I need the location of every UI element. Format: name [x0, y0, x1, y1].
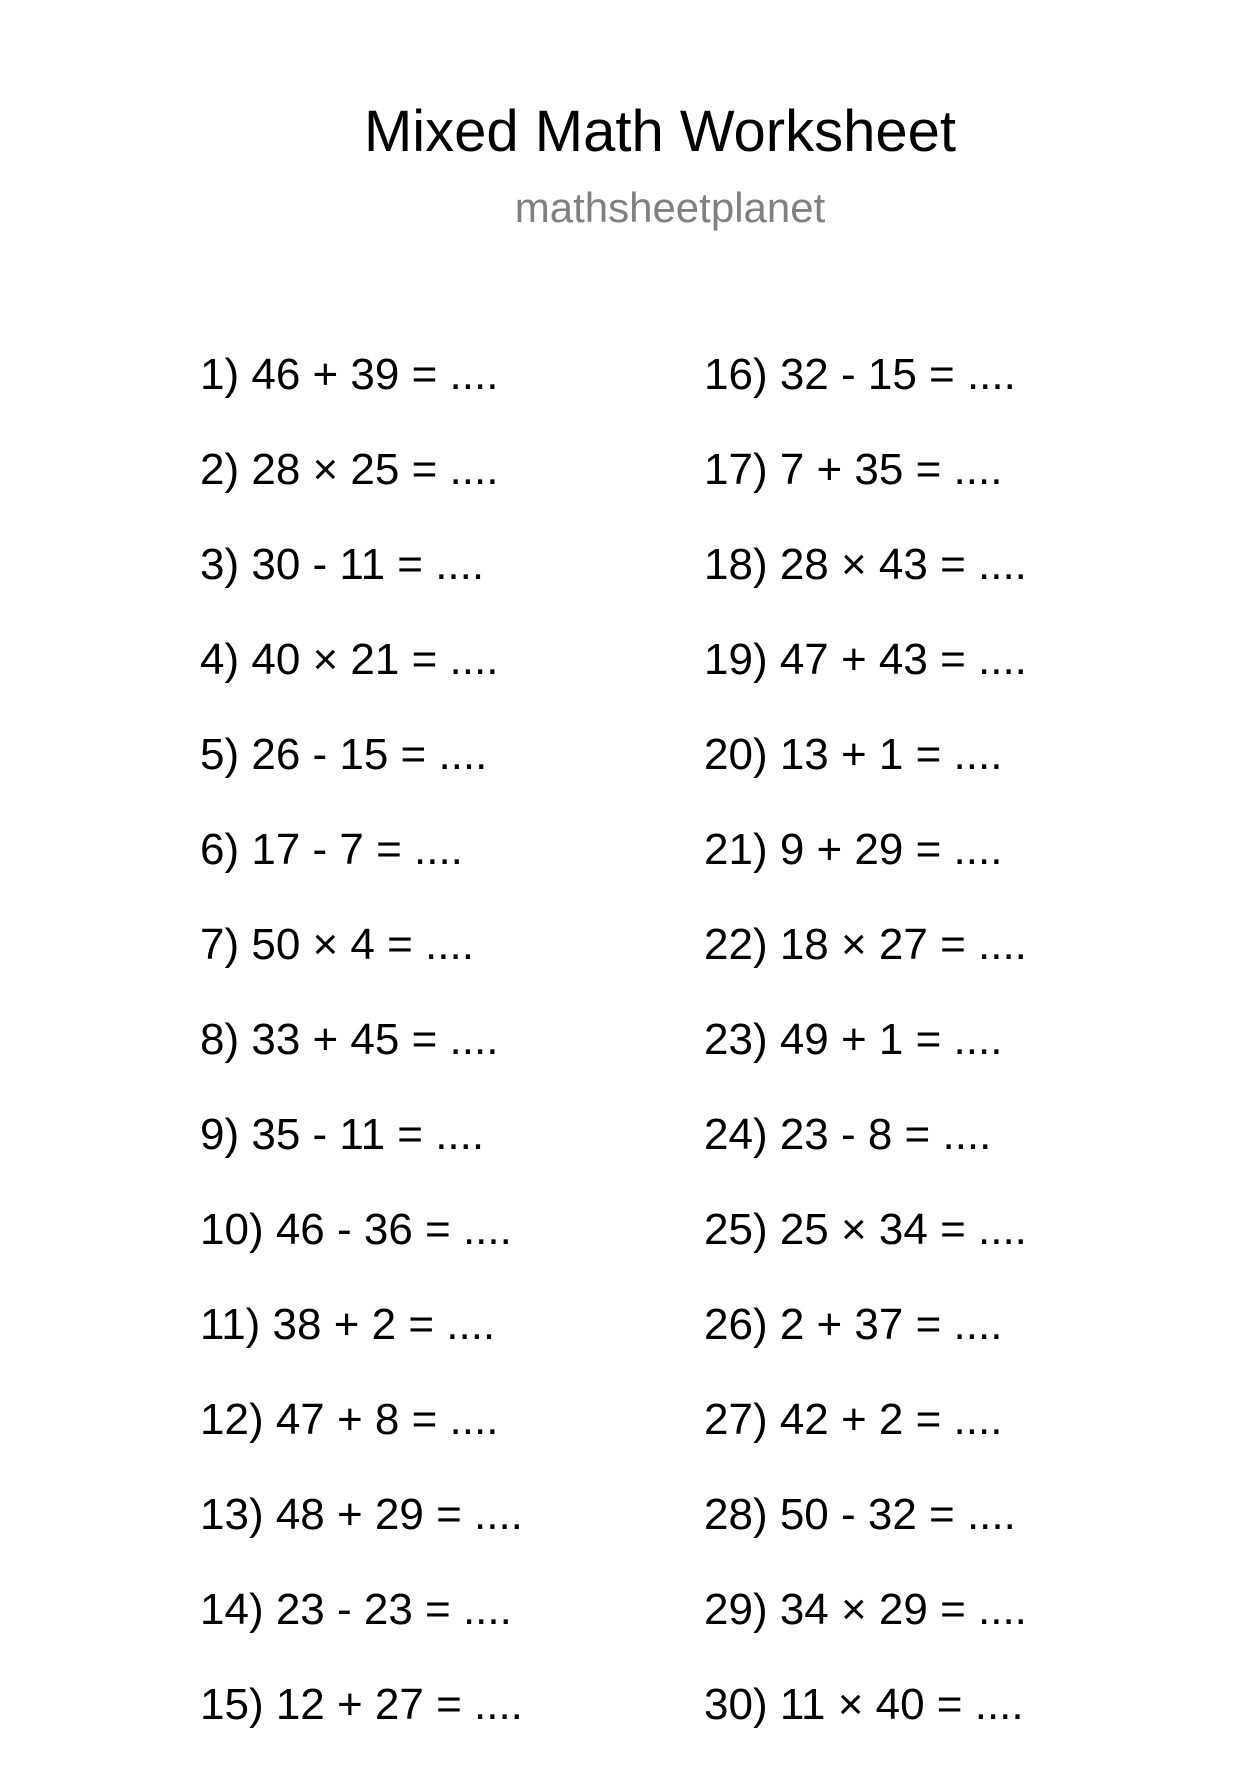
problem-14: 14) 23 - 23 = ....	[200, 1585, 512, 1634]
problem-25: 25) 25 × 34 = ....	[704, 1205, 1027, 1254]
problem-26: 26) 2 + 37 = ....	[704, 1300, 1003, 1349]
problem-24: 24) 23 - 8 = ....	[704, 1110, 992, 1159]
page-title: Mixed Math Worksheet	[363, 99, 957, 164]
problem-18: 18) 28 × 43 = ....	[704, 540, 1027, 589]
problem-6: 6) 17 - 7 = ....	[200, 825, 463, 874]
problem-7: 7) 50 × 4 = ....	[200, 920, 474, 969]
problem-23: 23) 49 + 1 = ....	[704, 1015, 1003, 1064]
problem-20: 20) 13 + 1 = ....	[704, 730, 1003, 779]
problem-17: 17) 7 + 35 = ....	[704, 445, 1003, 494]
page-subtitle: mathsheetplanet	[514, 184, 826, 231]
problem-13: 13) 48 + 29 = ....	[200, 1490, 523, 1539]
problem-2: 2) 28 × 25 = ....	[200, 445, 499, 494]
problem-15: 15) 12 + 27 = ....	[200, 1680, 523, 1729]
problem-10: 10) 46 - 36 = ....	[200, 1205, 512, 1254]
problem-21: 21) 9 + 29 = ....	[704, 825, 1003, 874]
problem-11: 11) 38 + 2 = ....	[200, 1300, 496, 1349]
problem-22: 22) 18 × 27 = ....	[704, 920, 1027, 969]
problem-4: 4) 40 × 21 = ....	[200, 635, 499, 684]
problem-column-left	[200, 347, 523, 1772]
problem-3: 3) 30 - 11 = ....	[200, 540, 485, 589]
problem-30: 30) 11 × 40 = ....	[704, 1680, 1024, 1729]
problem-column-right	[704, 347, 1027, 1772]
problem-1: 1) 46 + 39 = ....	[200, 350, 499, 399]
problem-9: 9) 35 - 11 = ....	[200, 1110, 485, 1159]
problem-27: 27) 42 + 2 = ....	[704, 1395, 1003, 1444]
problem-29: 29) 34 × 29 = ....	[704, 1585, 1027, 1634]
problem-16: 16) 32 - 15 = ....	[704, 350, 1016, 399]
problem-5: 5) 26 - 15 = ....	[200, 730, 488, 779]
problem-12: 12) 47 + 8 = ....	[200, 1395, 499, 1444]
problem-19: 19) 47 + 43 = ....	[704, 635, 1027, 684]
problem-8: 8) 33 + 45 = ....	[200, 1015, 499, 1064]
problem-28: 28) 50 - 32 = ....	[704, 1490, 1016, 1539]
